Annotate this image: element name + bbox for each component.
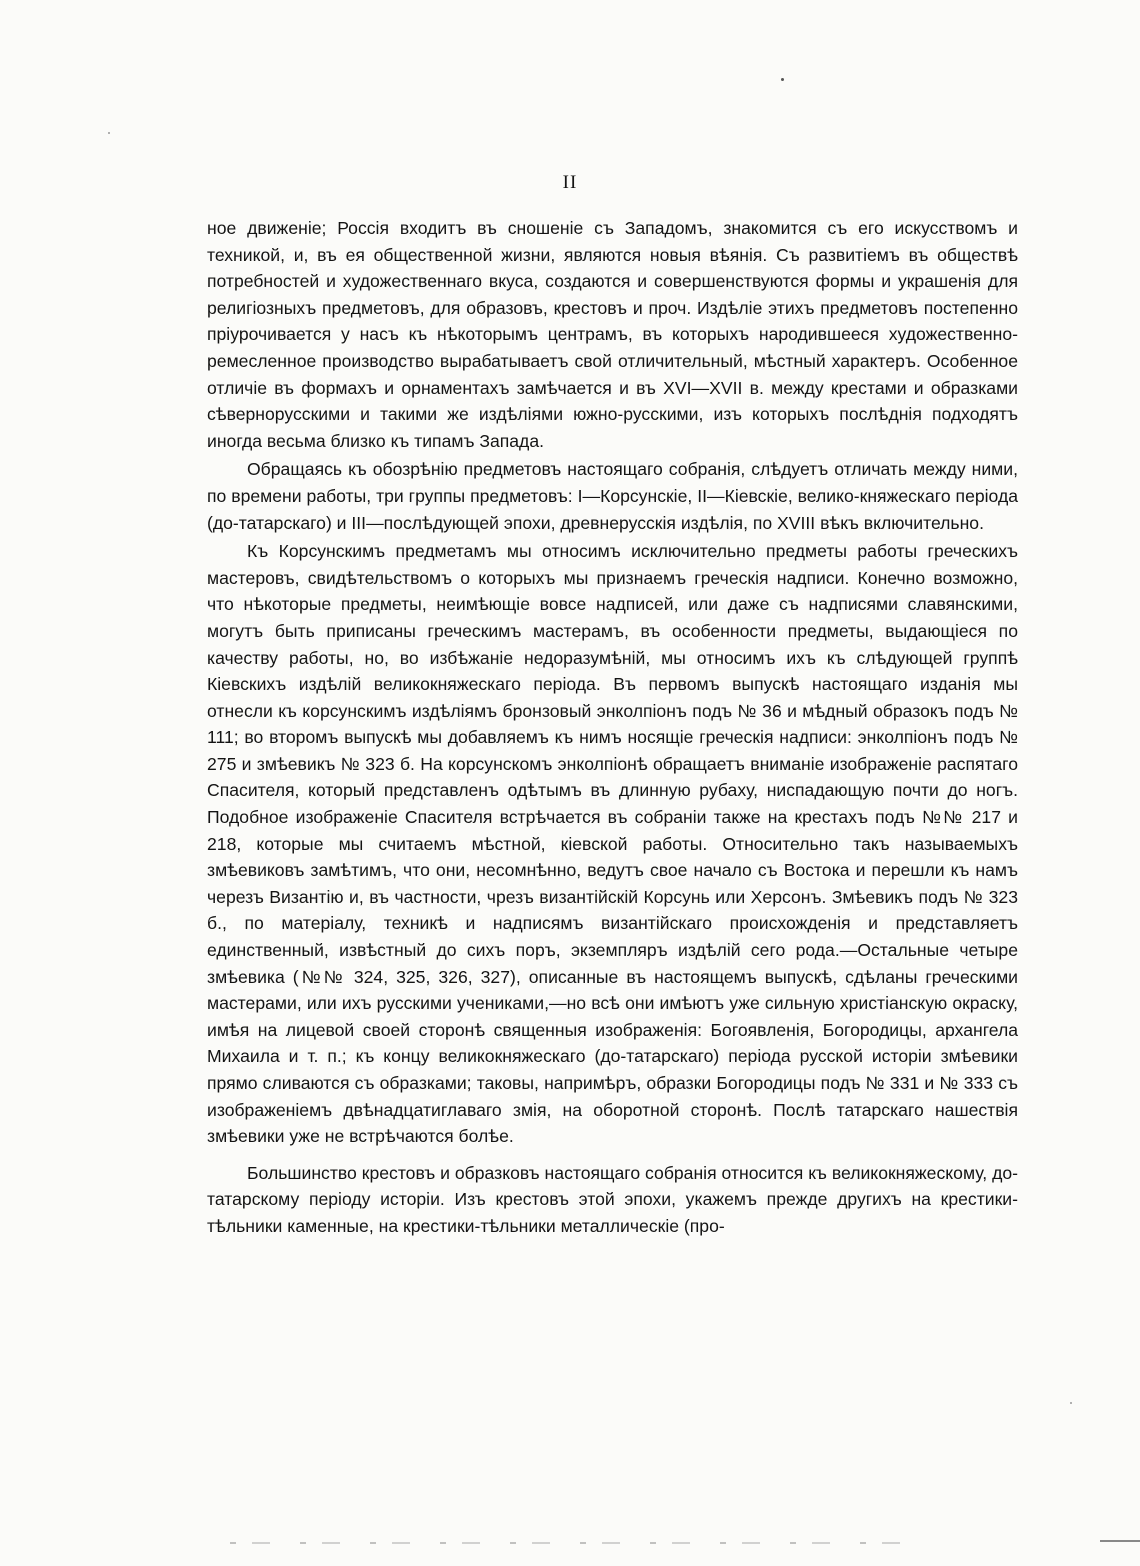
body-text bbox=[207, 215, 1018, 1240]
scan-speck bbox=[781, 78, 784, 81]
scan-artifact bbox=[230, 1542, 910, 1544]
paragraph: Обращаясь къ обозрѣнію предметовъ настоящаго собранія, слѣдуетъ отличать между ними, по времени работы, три группы предметовъ: I—Корсунскіе, II—Кіевскіе, велико-княжескаго періода (до-татарскаго) и III—послѣдующей эпохи, древнерусскія издѣлія, по XVIII вѣкъ включительно. bbox=[207, 459, 1018, 533]
scan-edge-mark bbox=[1100, 1540, 1140, 1542]
scan-speck bbox=[108, 132, 110, 134]
scan-speck bbox=[1070, 1402, 1072, 1404]
paragraph: ное движеніе; Россія входитъ въ сношеніе съ Западомъ, знакомится съ его искусствомъ и техникой, и, въ ея общественной жизни, являются новыя вѣянія. Съ развитіемъ въ обществѣ потребностей и художественнаго вкуса, создаются и совершенствуются формы и украшенія для религіозныхъ предметовъ, для образовъ, крестовъ и проч. Издѣліе этихъ предметовъ постепенно пріурочивается у насъ къ нѣкоторымъ центрамъ, въ которыхъ народившееся художественно-ремесленное производство вырабатываетъ свой отличительный, мѣстный характеръ. Особенное отличіе въ формахъ и орнаментахъ замѣчается и въ XVI—XVII в. между крестами и образками сѣвернорусскими и такими же издѣліями южно-русскими, изъ которыхъ послѣднія подходятъ иногда весьма близко къ типамъ Запада. bbox=[207, 218, 1018, 451]
paragraph: Къ Корсунскимъ предметамъ мы относимъ исключительно предметы работы греческихъ мастеровъ, свидѣтельствомъ о которыхъ мы признаемъ греческія надписи. Конечно возможно, что нѣкоторые предметы, неимѣющіе вовсе надписей, или даже съ надписями славянскими, могутъ быть приписаны греческимъ мастерамъ, въ особенности предметы, выдающіеся по качеству работы, но, во избѣжаніе недоразумѣній, мы относимъ ихъ къ слѣдующей группѣ Кіевскихъ издѣлій великокняжескаго періода. Въ первомъ выпускѣ настоящаго изданія мы отнесли къ корсунскимъ издѣліямъ бронзовый энколпіонъ подъ № 36 и мѣдный образокъ подъ № 111; во второмъ выпускѣ мы добавляемъ къ нимъ носящіе греческія надписи: энколпіонъ подъ № 275 и змѣевикъ № 323 б. На корсунскомъ энколпіонѣ обращаетъ вниманіе изображеніе распятаго Спасителя, который представленъ одѣтымъ въ длинную рубаху, ниспадающую почти до ногъ. Подобное изображеніе Спасителя встрѣчается въ собраніи также на крестахъ подъ №№ 217 и 218, которые мы считаемъ мѣстной, кіевской работы. Относительно такъ называемыхъ змѣевиковъ замѣтимъ, что они, несомнѣнно, ведутъ свое начало съ Востока и перешли къ намъ черезъ Византію и, въ частности, чрезъ византійскій Корсунь или Херсонъ. Змѣевикъ подъ № 323 б., по матеріалу, техникѣ и надписямъ византійскаго происхожденія и представляетъ единственный, извѣстный до сихъ поръ, экземпляръ издѣлій сего рода.—Остальные четыре змѣевика (№№ 324, 325, 326, 327), описанные въ настоящемъ выпускѣ, сдѣланы греческими мастерами, или ихъ русскими учениками,—но всѣ они имѣютъ уже сильную христіанскую окраску, имѣя на лицевой своей сторонѣ священныя изображенія: Богоявленія, Богородицы, архангела Михаила и т. п.; къ концу великокняжескаго (до-татарскаго) періода русской исторіи змѣевики прямо сливаются съ образками; таковы, напримѣръ, образки Богородицы подъ № 331 и № 333 съ изображеніемъ двѣнадцатиглаваго змія, на оборотной сторонѣ. Послѣ татарскаго нашествія змѣевики уже не встрѣчаются болѣе. bbox=[207, 541, 1018, 1147]
paragraph: Большинство крестовъ и образковъ настоящаго собранія относится къ великокняжескому, до-татарскому періоду исторіи. Изъ крестовъ этой эпохи, укажемъ прежде другихъ на крестики-тѣльники каменные, на крестики-тѣльники металлическіе (про- bbox=[207, 1162, 1018, 1236]
page-number: II bbox=[562, 172, 578, 193]
